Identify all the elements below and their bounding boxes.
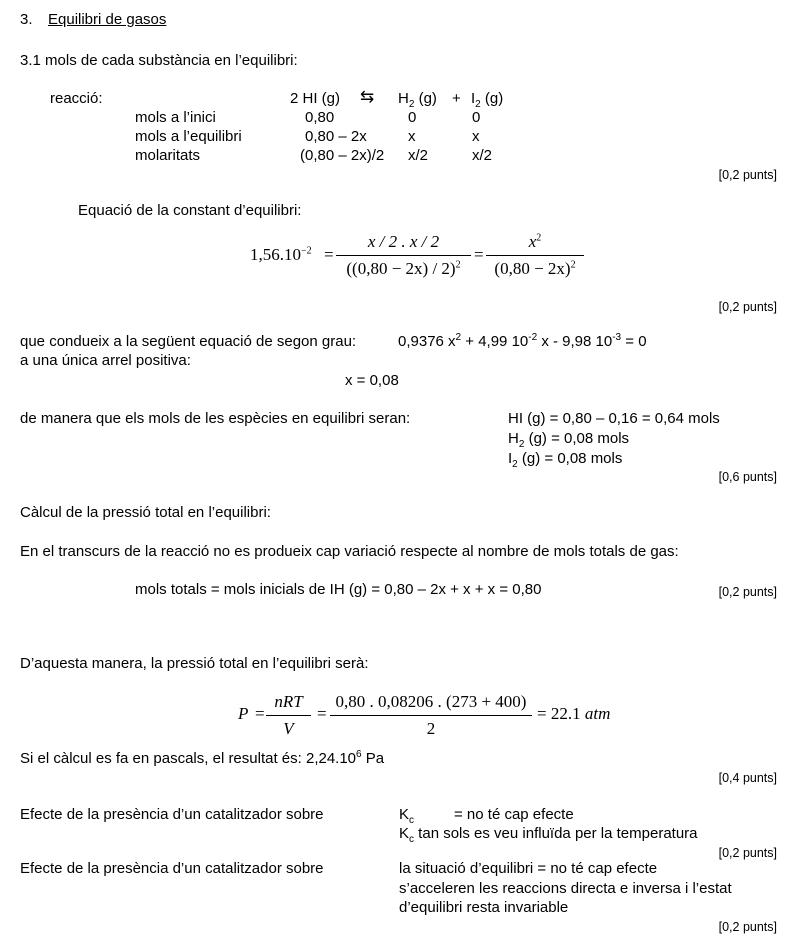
pressure-symbol: P xyxy=(238,704,249,723)
catalyst-label-1: Efecte de la presència d’un catalitzador sobre xyxy=(20,806,324,823)
quadratic-equation: 0,9376 $x^2 + 4,99$ $10^{-2}$ x - 9,98 $10^{-3} = 0$ xyxy=(398,332,647,350)
total-mols: mols totals = mols inicials de IH (g) = 0,80 – 2x + x + x = 0,80 xyxy=(135,581,542,598)
pascal-result: Si el càlcul es fa en pascals, el resultat és: 2,24.10$^6$ Pa xyxy=(20,749,385,767)
nrt-fraction xyxy=(266,692,311,739)
pressure-paragraph: En el transcurs de la reacció no es produeix cap variació respecte al nombre de mols totals de gas: xyxy=(20,543,679,560)
row-label-equilibrium: mols a l’equilibri xyxy=(135,128,242,145)
cell-h2-molarity: x/2 xyxy=(408,147,429,164)
cell-h2-equilibrium: x xyxy=(408,128,416,145)
kc-heading: Equació de la constant d’equilibri: xyxy=(78,202,302,219)
row-label-molarity: molaritats xyxy=(135,147,201,164)
pressure-denominator: 2 xyxy=(330,715,532,739)
kc-fraction-2 xyxy=(486,232,584,279)
kc-fraction-1-numerator: x / 2 . x / 2 xyxy=(367,232,440,251)
kc-lhs: $1,56.10^{-2}$ xyxy=(250,245,312,264)
points-badge: [0,2 punts] xyxy=(718,585,777,599)
points-badge: [0,2 punts] xyxy=(718,168,777,182)
quadratic-intro: que condueix a la següent equació de segon grau: xyxy=(20,333,357,350)
subsection-heading: 3.1 mols de cada substància en l’equilibri: xyxy=(20,52,298,69)
points-badge: [0,2 punts] xyxy=(718,846,777,860)
pressure-result: = 22.1 atm xyxy=(537,704,611,723)
cell-i2-equilibrium: x xyxy=(472,128,480,145)
moles-intro: de manera que els mols de les espècies en equilibri seran: xyxy=(20,410,411,427)
kc-equals-1: = xyxy=(324,245,334,264)
reaction-label: reacció: xyxy=(50,90,103,107)
kc-equals-2: = xyxy=(474,245,484,264)
cell-hi-initial: 0,80 xyxy=(305,109,335,126)
moles-hi: HI (g) = 0,80 – 0,16 = 0,64 mols xyxy=(508,410,720,427)
nrt-numerator: nRT xyxy=(274,692,303,711)
section-number: 3. xyxy=(20,11,33,28)
cell-hi-equilibrium: 0,80 – 2x xyxy=(305,128,367,145)
catalyst-kc-line-1: $K_c$ xyxy=(399,806,415,826)
equilibrium-arrow-icon: ⇆ xyxy=(360,87,375,106)
root-value: x = 0,08 xyxy=(345,372,399,389)
points-badge: [0,6 punts] xyxy=(718,470,777,484)
catalyst-label-2: Efecte de la presència d’un catalitzador sobre xyxy=(20,860,324,877)
points-badge: [0,2 punts] xyxy=(718,920,777,934)
points-badge: [0,2 punts] xyxy=(718,300,777,314)
row-label-initial: mols a l’inici xyxy=(135,109,216,126)
catalyst-equilibrium-line-1: la situació d’equilibri = no té cap efecte xyxy=(399,860,658,877)
cell-hi-molarity: (0,80 – 2x)/2 xyxy=(300,147,385,164)
cell-h2-initial: 0 xyxy=(408,109,417,126)
reaction-plus: + xyxy=(452,90,461,107)
kc-fraction-1-denominator: $((0,80 - 2x) / 2)^2$ xyxy=(336,255,471,279)
points-badge: [0,4 punts] xyxy=(718,771,777,785)
catalyst-equilibrium-line-3: d’equilibri resta invariable xyxy=(399,899,569,916)
reaction-product-h2: $H_2$ (g) xyxy=(398,90,437,110)
root-text: a una única arrel positiva: xyxy=(20,352,191,369)
pressure-equals-2: = xyxy=(317,704,327,723)
catalyst-equilibrium-line-2: s’acceleren les reaccions directa e inversa i l’estat xyxy=(399,880,732,897)
pressure-numerator: 0,80 . 0,08206 . (273 + 400) xyxy=(335,692,527,711)
cell-i2-molarity: x/2 xyxy=(472,147,493,164)
reaction-reactant: 2 HI (g) xyxy=(290,90,341,107)
section-title: Equilibri de gasos xyxy=(48,11,167,28)
moles-i2: $I_2$ (g) = 0,08 mols xyxy=(508,450,623,470)
pressure-fraction xyxy=(330,692,532,739)
kc-fraction-1 xyxy=(336,232,471,279)
pressure-equals-1: = xyxy=(255,704,265,723)
catalyst-kc-effect: = no té cap efecte xyxy=(454,806,574,823)
reaction-product-i2: $I_2$ (g) xyxy=(471,90,504,110)
pressure-heading: Càlcul de la pressió total en l’equilibri: xyxy=(20,504,271,521)
nrt-denominator: V xyxy=(266,715,311,739)
catalyst-kc-line-2: $K_c$ tan sols es veu influïda per la temperatura xyxy=(399,825,698,845)
moles-h2: $H_2$ (g) = 0,08 mols xyxy=(508,430,630,450)
kc-fraction-2-numerator: $x^2$ xyxy=(528,232,542,251)
pressure-intro: D’aquesta manera, la pressió total en l’equilibri serà: xyxy=(20,655,369,672)
cell-i2-initial: 0 xyxy=(472,109,481,126)
kc-fraction-2-denominator: $(0,80 - 2x)^2$ xyxy=(486,255,584,279)
